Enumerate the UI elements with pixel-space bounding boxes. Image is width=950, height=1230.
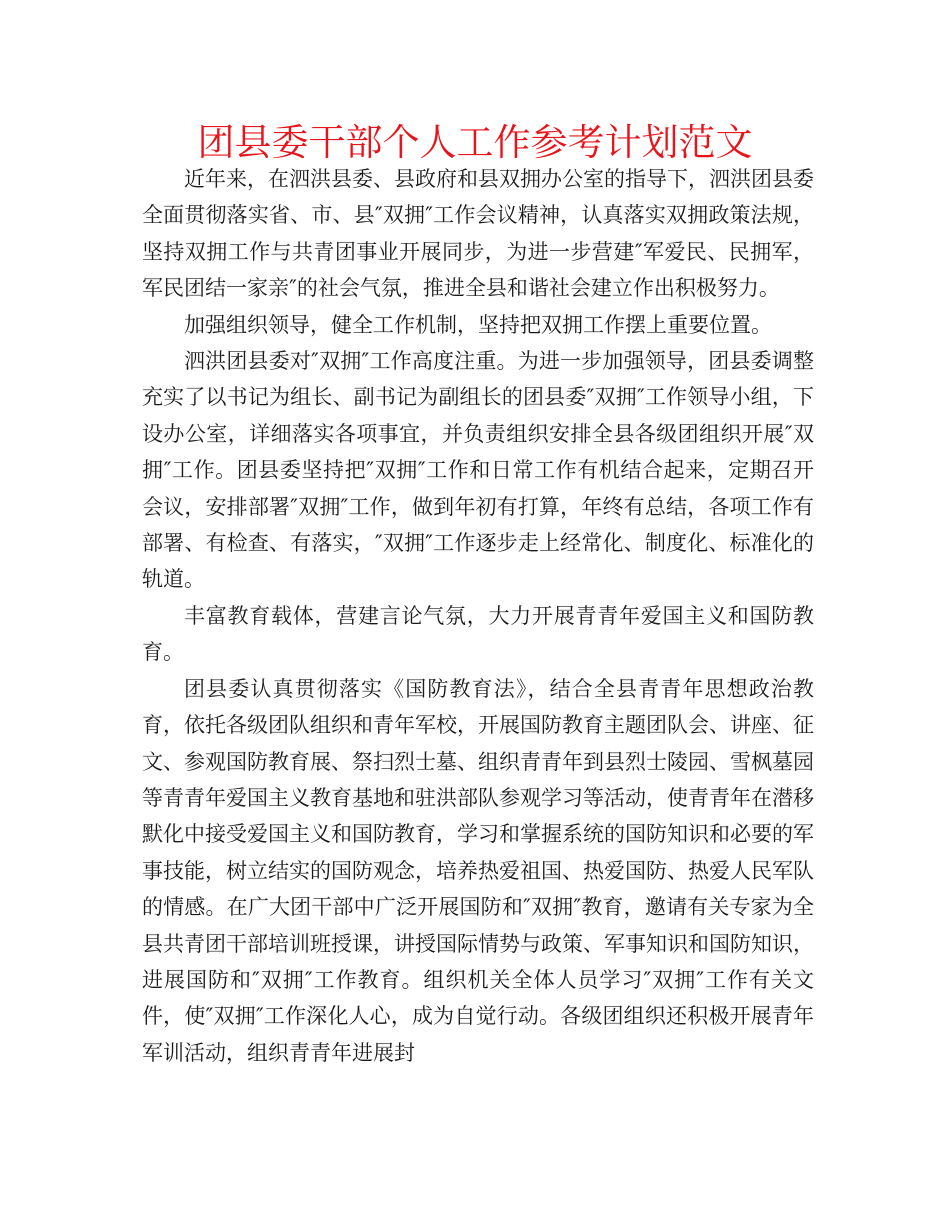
paragraph: 泗洪团县委对″双拥″工作高度注重。为进一步加强领导，团县委调整充实了以书记为组长、副书记为副组长的团县委″双拥″工作领导小组，下设办公室，详细落实各项事宜，并负责组织安排全县各级团组织开展″双拥″工作。团县委坚持把″双拥″工作和日常工作有机结合起来，定期召开会议，安排部署″双拥″工作，做到年初有打算，年终有总结，各项工作有部署、有检查、有落实，″双拥″工作逐步走上经常化、制度化、标准化的轨道。: [142, 349, 814, 592]
document-title: 团县委干部个人工作参考计划范文: [197, 121, 753, 164]
paragraph: 加强组织领导，健全工作机制，坚持把双拥工作摆上重要位置。: [184, 312, 772, 337]
paragraph: 丰富教育载体，营建言论气氛，大力开展青青年爱国主义和国防教育。: [142, 603, 814, 665]
paragraph: 团县委认真贯彻落实《国防教育法》，结合全县青青年思想政治教育，依托各级团队组织和青年军校，开展国防教育主题团队会、讲座、征文、参观国防教育展、祭扫烈士墓、组织青青年到县烈士陵园、雪枫墓园等青青年爱国主义教育基地和驻洪部队参观学习等活动，使青青年在潜移默化中接受爱国主义和国防教育，学习和掌握系统的国防知识和必要的军事技能，树立结实的国防观念，培养热爱祖国、热爱国防、热爱人民军队的情感。在广大团干部中广泛开展国防和″双拥″教育，邀请有关专家为全县共青团干部培训班授课，讲授国际情势与政策、军事知识和国防知识，进展国防和″双拥″工作教育。组织机关全体人员学习″双拥″工作有关文件，使″双拥″工作深化人心，成为自觉行动。各级团组织还积极开展青年军训活动，组织青青年进展封: [142, 676, 814, 1065]
paragraph: 近年来，在泗洪县委、县政府和县双拥办公室的指导下，泗洪团县委全面贯彻落实省、市、县″双拥″工作会议精神，认真落实双拥政策法规，坚持双拥工作与共青团事业开展同步，为进一步营建″军爱民、民拥军，军民团结一家亲″的社会气氛，推进全县和谐社会建立作出积极努力。: [142, 167, 814, 301]
document-body: [142, 161, 814, 1071]
